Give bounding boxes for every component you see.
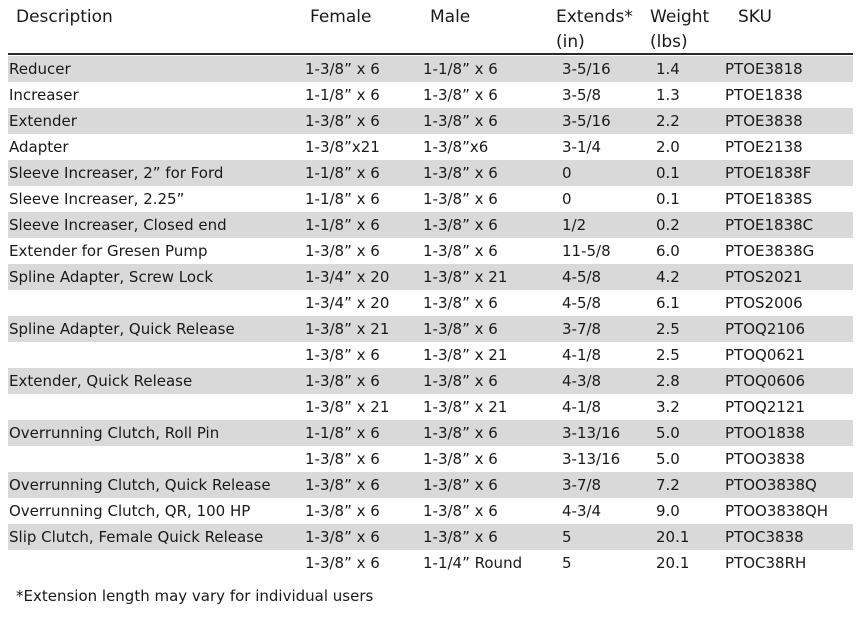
cell-extends: 3-5/16 (562, 112, 611, 130)
cell-sku: PTOQ0606 (725, 372, 805, 390)
cell-male: 1-3/8” x 6 (423, 528, 498, 546)
header-sku: SKU (738, 7, 772, 27)
table-row (8, 108, 853, 134)
cell-sku: PTOC38RH (725, 554, 807, 572)
table-row (8, 472, 853, 498)
cell-description: Extender, Quick Release (9, 372, 193, 390)
cell-description: Overrunning Clutch, Roll Pin (9, 424, 220, 442)
cell-weight: 6.1 (656, 294, 680, 312)
cell-sku: PTOC3838 (725, 528, 804, 546)
cell-sku: PTOQ0621 (725, 346, 805, 364)
cell-male: 1-3/8” x 21 (423, 268, 508, 286)
cell-sku: PTOE3818 (725, 60, 803, 78)
cell-extends: 3-5/16 (562, 60, 611, 78)
cell-sku: PTOE3838 (725, 112, 803, 130)
cell-male: 1-3/8” x 6 (423, 112, 498, 130)
header-divider (8, 53, 853, 55)
cell-sku: PTOE1838S (725, 190, 813, 208)
table-row (8, 238, 853, 264)
cell-weight: 2.5 (656, 346, 680, 364)
cell-sku: PTOO3838Q (725, 476, 817, 494)
cell-weight: 1.3 (656, 86, 680, 104)
table-row (8, 56, 853, 82)
cell-male: 1-3/8” x 6 (423, 424, 498, 442)
cell-extends: 0 (562, 164, 572, 182)
cell-female: 1-3/8” x 6 (305, 112, 380, 130)
table-row (8, 134, 853, 160)
cell-sku: PTOS2021 (725, 268, 803, 286)
cell-male: 1-3/8” x 6 (423, 502, 498, 520)
cell-female: 1-3/8” x 6 (305, 372, 380, 390)
cell-male: 1-1/8” x 6 (423, 60, 498, 78)
cell-weight: 3.2 (656, 398, 680, 416)
header-weight: Weight (lbs) (650, 7, 710, 52)
cell-weight: 2.5 (656, 320, 680, 338)
cell-weight: 9.0 (656, 502, 680, 520)
table-row (8, 342, 853, 368)
cell-female: 1-3/8” x 6 (305, 346, 380, 364)
cell-extends: 4-5/8 (562, 294, 602, 312)
table-row (8, 420, 853, 446)
cell-extends: 4-3/4 (562, 502, 602, 520)
cell-weight: 5.0 (656, 424, 680, 442)
table-row (8, 498, 853, 524)
cell-male: 1-3/8” x 6 (423, 190, 498, 208)
cell-weight: 5.0 (656, 450, 680, 468)
cell-extends: 1/2 (562, 216, 587, 234)
cell-weight: 4.2 (656, 268, 680, 286)
cell-weight: 2.2 (656, 112, 680, 130)
table-row (8, 524, 853, 550)
cell-description: Sleeve Increaser, Closed end (9, 216, 227, 234)
cell-extends: 4-1/8 (562, 346, 602, 364)
table-row (8, 368, 853, 394)
table-row (8, 290, 853, 316)
cell-weight: 6.0 (656, 242, 680, 260)
cell-weight: 20.1 (656, 554, 690, 572)
table-row (8, 550, 853, 576)
cell-sku: PTOE1838C (725, 216, 814, 234)
cell-weight: 7.2 (656, 476, 680, 494)
cell-female: 1-3/8” x 6 (305, 242, 380, 260)
cell-extends: 4-1/8 (562, 398, 602, 416)
cell-female: 1-1/8” x 6 (305, 164, 380, 182)
cell-weight: 0.1 (656, 190, 680, 208)
cell-male: 1-3/8” x 6 (423, 372, 498, 390)
cell-female: 1-3/8” x 6 (305, 554, 380, 572)
cell-extends: 3-5/8 (562, 86, 602, 104)
cell-female: 1-3/8” x 21 (305, 320, 390, 338)
cell-female: 1-3/8” x 21 (305, 398, 390, 416)
cell-weight: 1.4 (656, 60, 680, 78)
cell-female: 1-3/8” x 6 (305, 528, 380, 546)
cell-sku: PTOE2138 (725, 138, 803, 156)
table-row (8, 186, 853, 212)
cell-sku: PTOO3838QH (725, 502, 829, 520)
cell-description: Extender (9, 112, 77, 130)
cell-weight: 0.2 (656, 216, 680, 234)
table-row (8, 160, 853, 186)
table-row (8, 264, 853, 290)
cell-female: 1-1/8” x 6 (305, 216, 380, 234)
cell-female: 1-3/4” x 20 (305, 268, 390, 286)
table-header (0, 0, 860, 54)
cell-sku: PTOQ2121 (725, 398, 805, 416)
cell-extends: 3-1/4 (562, 138, 602, 156)
cell-extends: 3-13/16 (562, 424, 621, 442)
cell-female: 1-3/8” x 6 (305, 60, 380, 78)
cell-weight: 20.1 (656, 528, 690, 546)
cell-female: 1-3/8” x 6 (305, 502, 380, 520)
cell-female: 1-1/8” x 6 (305, 424, 380, 442)
cell-female: 1-1/8” x 6 (305, 190, 380, 208)
table-row (8, 446, 853, 472)
cell-description: Overrunning Clutch, QR, 100 HP (9, 502, 251, 520)
footnote: *Extension length may vary for individual users (16, 587, 374, 605)
cell-sku: PTOE3838G (725, 242, 815, 260)
cell-description: Sleeve Increaser, 2.25” (9, 190, 185, 208)
cell-male: 1-3/8” x 21 (423, 398, 508, 416)
cell-weight: 2.8 (656, 372, 680, 390)
cell-extends: 5 (562, 528, 572, 546)
header-female: Female (310, 7, 372, 27)
cell-female: 1-1/8” x 6 (305, 86, 380, 104)
cell-extends: 3-7/8 (562, 476, 602, 494)
cell-sku: PTOQ2106 (725, 320, 805, 338)
cell-male: 1-3/8” x 6 (423, 476, 498, 494)
cell-male: 1-3/8” x 6 (423, 86, 498, 104)
cell-extends: 5 (562, 554, 572, 572)
cell-male: 1-3/8”x6 (423, 138, 489, 156)
cell-female: 1-3/8” x 6 (305, 450, 380, 468)
cell-description: Extender for Gresen Pump (9, 242, 208, 260)
header-male: Male (430, 7, 471, 27)
cell-male: 1-3/8” x 6 (423, 164, 498, 182)
table-row (8, 212, 853, 238)
cell-male: 1-3/8” x 6 (423, 216, 498, 234)
header-extends: Extends* (in) (556, 7, 633, 52)
cell-extends: 0 (562, 190, 572, 208)
table-row (8, 82, 853, 108)
cell-description: Increaser (9, 86, 79, 104)
cell-description: Reducer (9, 60, 71, 78)
table-row (8, 394, 853, 420)
cell-sku: PTOS2006 (725, 294, 803, 312)
cell-description: Overrunning Clutch, Quick Release (9, 476, 271, 494)
cell-description: Slip Clutch, Female Quick Release (9, 528, 264, 546)
cell-male: 1-3/8” x 6 (423, 450, 498, 468)
cell-extends: 3-7/8 (562, 320, 602, 338)
table-row (8, 316, 853, 342)
cell-male: 1-3/8” x 6 (423, 294, 498, 312)
cell-weight: 0.1 (656, 164, 680, 182)
cell-female: 1-3/4” x 20 (305, 294, 390, 312)
cell-description: Adapter (9, 138, 69, 156)
cell-extends: 11-5/8 (562, 242, 611, 260)
cell-sku: PTOE1838 (725, 86, 803, 104)
cell-female: 1-3/8” x 6 (305, 476, 380, 494)
cell-male: 1-1/4” Round (423, 554, 523, 572)
cell-description: Sleeve Increaser, 2” for Ford (9, 164, 224, 182)
cell-extends: 4-3/8 (562, 372, 602, 390)
cell-weight: 2.0 (656, 138, 680, 156)
cell-sku: PTOO3838 (725, 450, 805, 468)
cell-description: Spline Adapter, Screw Lock (9, 268, 214, 286)
cell-extends: 3-13/16 (562, 450, 621, 468)
cell-sku: PTOE1838F (725, 164, 812, 182)
cell-male: 1-3/8” x 6 (423, 242, 498, 260)
cell-extends: 4-5/8 (562, 268, 602, 286)
header-description: Description (16, 7, 113, 27)
cell-description: Spline Adapter, Quick Release (9, 320, 235, 338)
table-body (8, 56, 853, 576)
cell-female: 1-3/8”x21 (305, 138, 380, 156)
cell-sku: PTOO1838 (725, 424, 805, 442)
cell-male: 1-3/8” x 6 (423, 320, 498, 338)
cell-male: 1-3/8” x 21 (423, 346, 508, 364)
